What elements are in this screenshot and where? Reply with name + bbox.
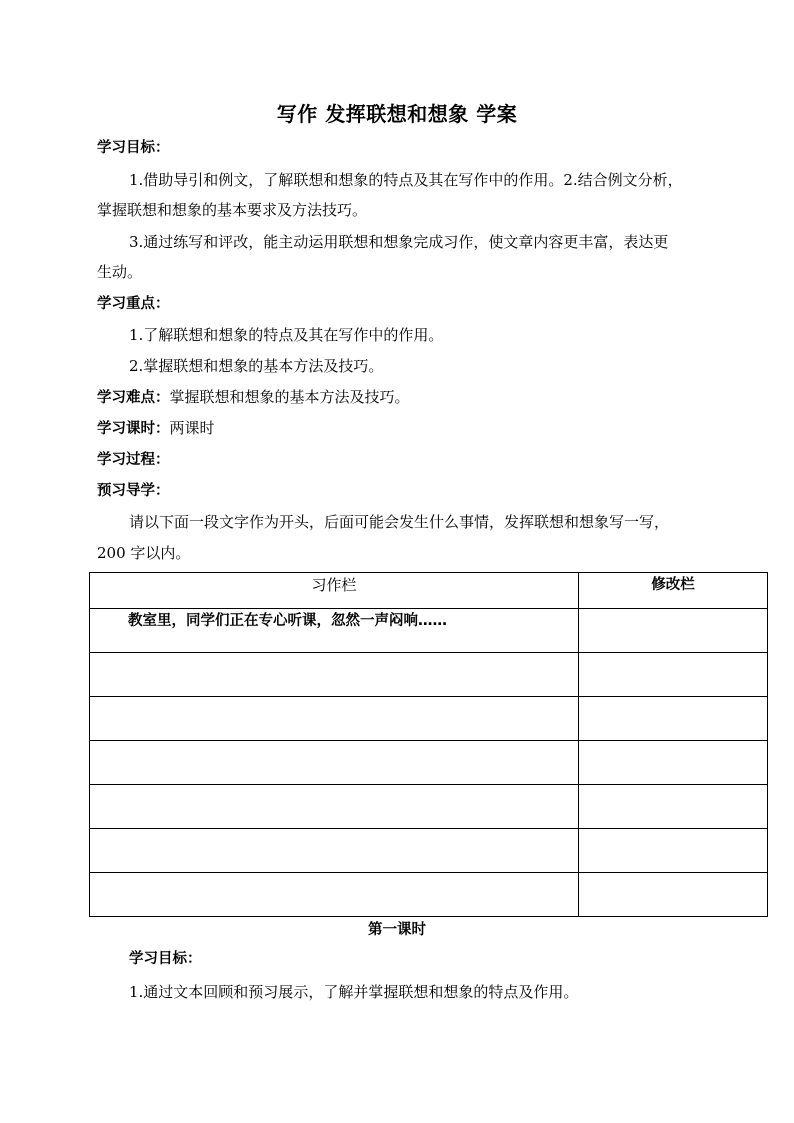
hours-text: 两课时 (169, 419, 215, 437)
preview-heading: 预习导学： (97, 483, 170, 499)
revision-cell[interactable] (579, 785, 768, 829)
goals-line-3: 3.通过练写和评改，能主动运用联想和想象完成习作，使文章内容更丰富，表达更 (129, 233, 669, 251)
goals-line-1: 1.借助导引和例文，了解联想和想象的特点及其在写作中的作用。2.结合例文分析， (129, 171, 683, 189)
writing-starter-text: 教室里，同学们正在专心听课，忽然一声闷响…… (128, 613, 447, 629)
table-header-row (90, 573, 768, 609)
goals-line-2: 掌握联想和想象的基本要求及方法技巧。 (97, 201, 368, 219)
writing-cell[interactable] (90, 741, 579, 785)
revision-cell[interactable] (579, 609, 768, 653)
revision-column-header: 修改栏 (579, 573, 768, 609)
revision-cell[interactable] (579, 741, 768, 785)
lesson-1-goals-heading: 学习目标： (129, 951, 202, 967)
difficulty-label: 学习难点： (97, 390, 170, 406)
writing-cell[interactable] (90, 873, 579, 917)
revision-cell[interactable] (579, 653, 768, 697)
revision-cell[interactable] (579, 873, 768, 917)
writing-cell[interactable] (90, 697, 579, 741)
goals-line-4: 生动。 (97, 263, 143, 281)
preview-line-1: 请以下面一段文字作为开头，后面可能会发生什么事情，发挥联想和想象写一写， (129, 513, 670, 531)
preview-line-2: 200 字以内。 (97, 544, 191, 562)
table-row (90, 873, 768, 917)
writing-cell[interactable] (90, 609, 579, 653)
process-heading: 学习过程： (97, 452, 170, 468)
revision-cell[interactable] (579, 697, 768, 741)
focus-heading: 学习重点： (97, 296, 170, 312)
hours-row (97, 418, 215, 439)
goals-heading: 学习目标： (97, 140, 170, 156)
lesson-1-heading: 第一课时 (368, 922, 426, 938)
revision-cell[interactable] (579, 829, 768, 873)
lesson-1-goals-item-1: 1.通过文本回顾和预习展示，了解并掌握联想和想象的特点及作用。 (129, 983, 579, 1001)
difficulty-text: 掌握联想和想象的基本方法及技巧。 (169, 388, 410, 406)
writing-cell[interactable] (90, 785, 579, 829)
table-row (90, 697, 768, 741)
document-title: 写作 发挥联想和想象 学案 (276, 102, 518, 126)
focus-item-2: 2.掌握联想和想象的基本方法及技巧。 (129, 357, 384, 375)
table-row (90, 609, 768, 653)
hours-label: 学习课时： (97, 421, 170, 437)
writing-table (89, 572, 768, 917)
writing-column-header: 习作栏 (90, 573, 579, 609)
writing-cell[interactable] (90, 829, 579, 873)
table-row (90, 785, 768, 829)
table-row (90, 741, 768, 785)
table-row (90, 829, 768, 873)
difficulty-row (97, 387, 410, 408)
table-row (90, 653, 768, 697)
writing-cell[interactable] (90, 653, 579, 697)
focus-item-1: 1.了解联想和想象的特点及其在写作中的作用。 (129, 326, 444, 344)
